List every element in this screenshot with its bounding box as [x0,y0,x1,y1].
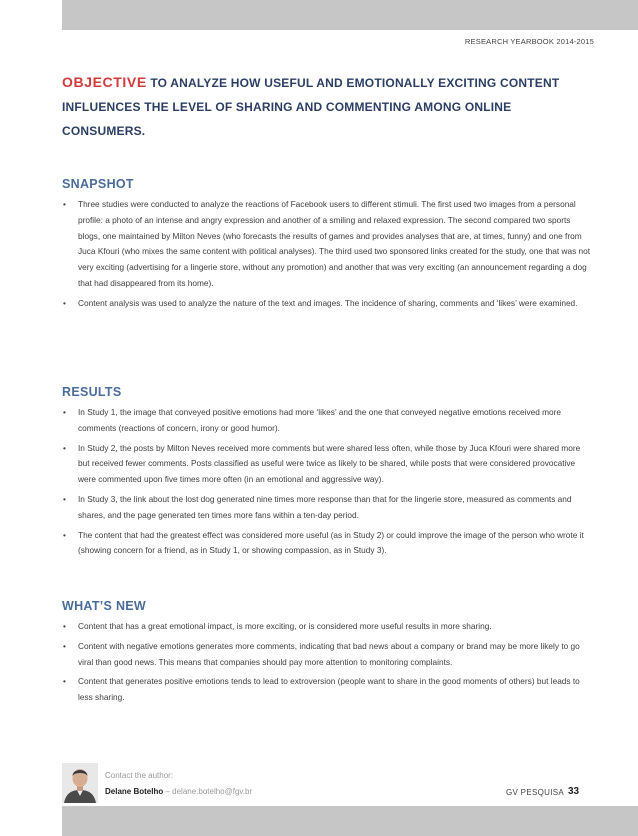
bullet-icon: • [63,442,66,453]
list-item: • Content analysis was used to analyze the nature of the text and images. The incidence of sharing, comments and ‘likes’ were examined. [62,296,594,312]
objective-keyword: OBJECTIVE [62,74,147,90]
objective-line-1 [62,70,582,95]
whats-new-title: WHAT’S NEW [62,599,147,613]
author-email: – delane.botelho@fgv.br [165,787,253,796]
whats-new-section [62,599,594,710]
list-item: • Three studies were conducted to analyze the reactions of Facebook users to different stimuli. The first used two images from a personal profile: a photo of an intense and angry expression and another of a smiling and relaxed expression. The second compared two sports blogs, one maintained by Milton Neves (who forecasts the results of games and provides analyses that are, at times, funny) and one from Juca Kfouri (who mixes the same content with political analyses). The third used two sponsored links created for the study, one that was not very exciting (advertising for a lingerie store, without any promotion) and another that was very exciting (an announcement regarding a dog that had disappeared from its home). [63,199,591,288]
bullet-icon: • [63,493,66,504]
objective-line-2: INFLUENCES THE LEVEL OF SHARING AND COMMENTING AMONG ONLINE [62,100,512,114]
bullet-icon: • [63,676,66,687]
contact-label: Contact the author: [105,771,174,780]
list-item: • In Study 1, the image that conveyed positive emotions had more ‘likes’ and the one that conveyed negative emotions received more comments (reactions of concern, irony or good humor). [63,407,562,433]
snapshot-list [62,197,594,312]
whats-new-list [62,619,594,706]
snapshot-title: SNAPSHOT [62,177,134,191]
list-item: • Content that has a great emotional impact, is more exciting, or is considered more useful results in more sharing. [62,619,594,635]
publication-name: GV PESQUISA [506,788,564,797]
list-item: • The content that had the greatest effect was considered more useful (as in Study 2) or could improve the image of the person who wrote it (showing concern for a friend, as in Study 1, or showing compassion, as in Study 3). [63,529,584,556]
bottom-decorative-bar [62,806,638,836]
objective-text-1: TO ANALYZE HOW USEFUL AND EMOTIONALLY EXCITING CONTENT [150,76,560,90]
bullet-icon: • [63,407,66,417]
objective-heading [62,70,582,143]
author-avatar [62,763,98,803]
running-header: RESEARCH YEARBOOK 2014-2015 [464,37,594,46]
results-section [62,385,594,563]
author-line [105,787,252,796]
bullet-icon: • [63,297,66,308]
list-item: • In Study 2, the posts by Milton Neves received more comments but were shared less often, while those by Juca Kfouri were shared more but received fewer comments. Posts classified as useful were twice as likely to be shared, while posts that were considered provocative were commented upon five times more often (in an emotional and aggressive way). [63,442,581,485]
list-item: • In Study 3, the link about the lost dog generated nine times more response than that for the lingerie store, measured as comments and shares, and the page generated ten times more fans within a ten-day period. [63,493,572,520]
list-item: • Content with negative emotions generates more comments, indicating that bad news about a company or brand may be more likely to go viral than good news. This means that companies should pay more attention to monitoring complaints. [63,640,580,667]
bullet-icon: • [63,529,66,540]
page-number: 33 [568,786,580,797]
bullet-icon: • [63,640,66,651]
author-name: Delane Botelho [105,787,164,796]
objective-line-3: CONSUMERS. [62,124,146,138]
author-portrait-icon [62,763,98,803]
results-title: RESULTS [62,385,122,399]
bullet-icon: • [63,199,66,209]
top-decorative-bar [62,0,638,30]
list-item: • Content that generates positive emotions tends to lead to extroversion (people want to share in the good moments of others) but leads to less sharing. [63,676,580,703]
bullet-icon: • [63,621,66,631]
snapshot-section [62,177,594,316]
results-list [62,405,594,559]
